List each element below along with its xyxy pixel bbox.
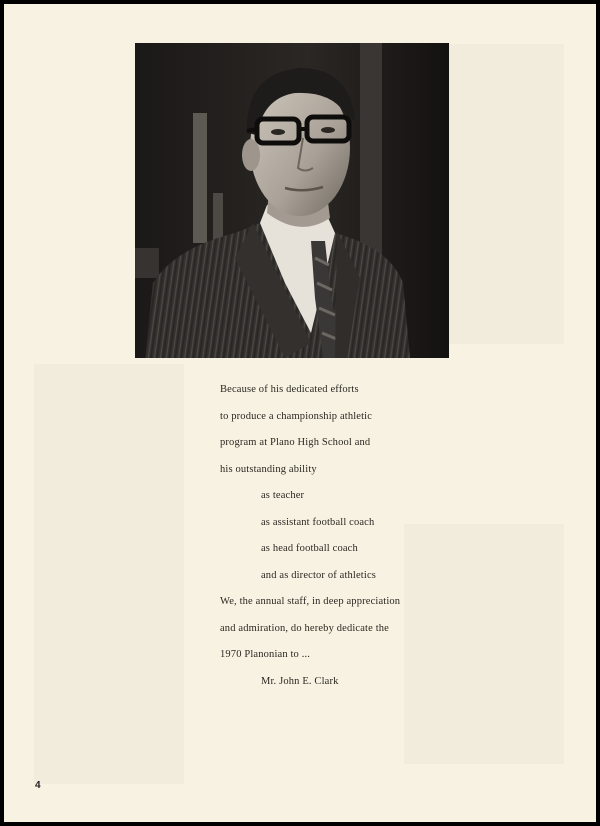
background-panel xyxy=(193,113,207,243)
dedication-line: and admiration, do hereby dedicate the xyxy=(220,622,389,634)
dedication-line: and as director of athletics xyxy=(261,569,376,581)
dedication-line: as teacher xyxy=(261,490,305,501)
dedication-line: Because of his dedicated efforts xyxy=(220,384,359,395)
right-eye xyxy=(321,127,335,133)
background-sign xyxy=(135,248,159,278)
left-eye xyxy=(271,129,285,135)
glasses-temple xyxy=(247,129,257,131)
yearbook-page xyxy=(4,4,596,822)
ear xyxy=(242,139,260,171)
dedicatee-name: Mr. John E. Clark xyxy=(261,675,339,687)
page-number: 4 xyxy=(35,780,41,791)
portrait-illustration xyxy=(135,43,449,358)
dedication-line: 1970 Planonian to ... xyxy=(220,649,311,660)
dedication-line: We, the annual staff, in deep appreciation xyxy=(220,596,401,607)
portrait-photo xyxy=(135,43,449,358)
dedication-line: to produce a championship athletic xyxy=(220,410,373,422)
dedication-line: as head football coach xyxy=(261,543,358,554)
background-doorframe xyxy=(360,43,382,273)
dedication-line: his outstanding ability xyxy=(220,463,317,475)
dedication-line: program at Plano High School and xyxy=(220,437,371,448)
dedication-line: as assistant football coach xyxy=(261,516,375,528)
show-through-shade-3 xyxy=(404,524,564,764)
show-through-shade-1 xyxy=(34,364,184,784)
